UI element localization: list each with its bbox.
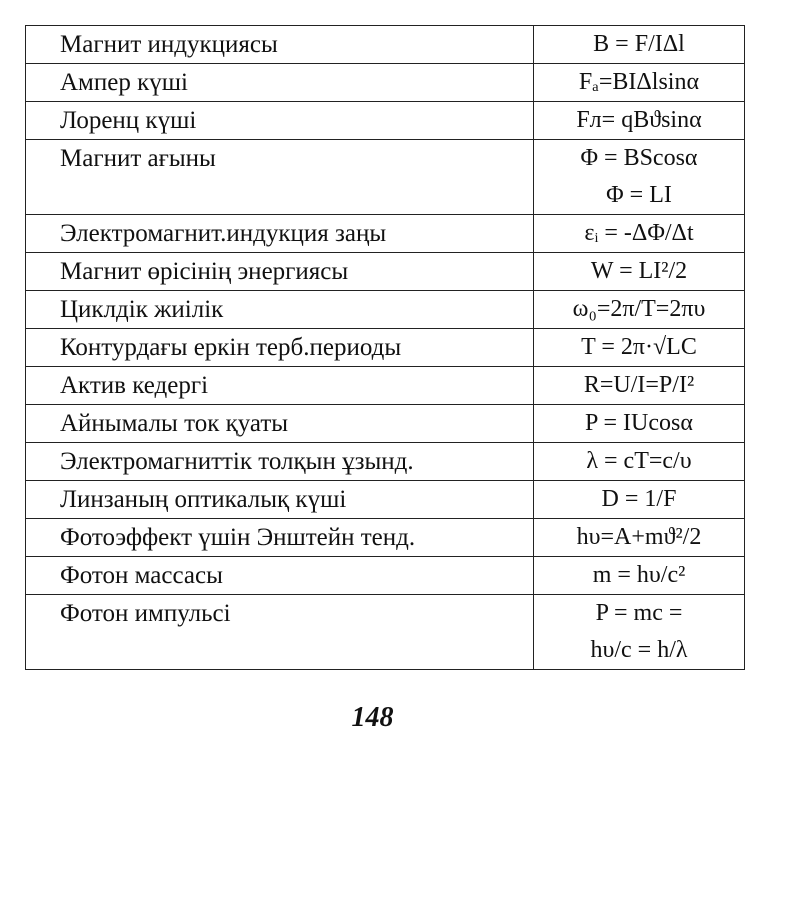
formula-text: D = 1/F [601,486,677,512]
quantity-name-cell: Фотон массасы [26,557,534,595]
quantity-name-cell: Фотоэффект үшін Энштейн тенд. [26,519,534,557]
formula-text: λ = cT=c/υ [586,448,692,474]
table-row [26,405,745,443]
formula-cell [534,595,745,670]
quantity-name-cell: Фотон импульсі [26,595,534,670]
quantity-name-cell: Магнит ағыны [26,140,534,215]
formula-cell [534,329,745,367]
formula-cell [534,443,745,481]
formula-cell [534,481,745,519]
formula-cell [534,102,745,140]
formula-table [25,25,745,670]
table-row [26,102,745,140]
formula-text: P = mc = [595,600,683,626]
formula-cell [534,291,745,329]
table-row [26,215,745,253]
quantity-name-cell: Магнит өрісінің энергиясы [26,253,534,291]
formula-text: B = F/IΔl [593,31,685,57]
formula-text: W = LI²/2 [590,258,688,284]
table-row [26,26,745,64]
formula-cell [534,367,745,405]
page-number: 148 [351,702,394,733]
formula-text: hυ/c = h/λ [590,637,688,663]
quantity-name-cell: Лоренц күші [26,102,534,140]
formula-cell [534,557,745,595]
table-row [26,519,745,557]
table-row [26,557,745,595]
quantity-name-cell: Циклдік жиілік [26,291,534,329]
table-row [26,329,745,367]
formula-cell [534,519,745,557]
formula-text: m = hυ/c² [592,562,686,588]
quantity-name-cell: Линзаның оптикалық күші [26,481,534,519]
formula-text: P = IUcosα [585,410,693,436]
quantity-name-cell: Электромагниттік толқын ұзынд. [26,443,534,481]
quantity-name-cell: Контурдағы еркін терб.периоды [26,329,534,367]
table-row [26,443,745,481]
formula-text: R=U/I=P/I² [583,372,695,398]
formula-cell [534,140,745,215]
quantity-name-cell: Ампер күші [26,64,534,102]
formula-text: ω₀=2π/T=2πυ [572,296,706,322]
formula-text: Fₐ=BIΔlsinα [578,69,700,95]
formula-cell [534,26,745,64]
formula-table-body [26,26,745,670]
table-row [26,481,745,519]
formula-text: T = 2π·√LC [581,334,697,360]
table-row [26,595,745,670]
formula-text: hυ=A+mϑ²/2 [576,524,702,550]
table-row [26,291,745,329]
table-row [26,253,745,291]
quantity-name-cell: Электромагнит.индукция заңы [26,215,534,253]
formula-cell [534,64,745,102]
formula-cell [534,215,745,253]
table-row [26,140,745,215]
formula-cell [534,253,745,291]
table-row [26,367,745,405]
table-row [26,64,745,102]
formula-text: Φ = BScosα [580,145,698,171]
quantity-name-cell: Магнит индукциясы [26,26,534,64]
formula-text: εᵢ = -ΔΦ/Δt [584,220,694,246]
quantity-name-cell: Актив кедергі [26,367,534,405]
formula-text: Φ = LI [606,182,672,208]
formula-cell [534,405,745,443]
formula-text: Fл= qBϑsinα [576,107,702,133]
quantity-name-cell: Айнымалы ток қуаты [26,405,534,443]
